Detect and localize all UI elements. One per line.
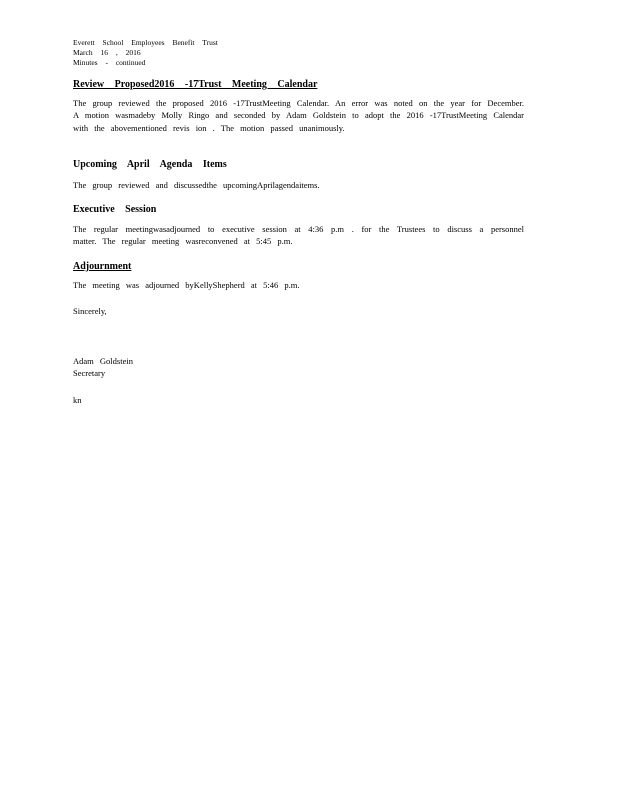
minutes-subtitle: Minutes - continued: [73, 58, 146, 67]
section-body-executive: The regular meetingwasadjourned to executive session at 4:36 p.m . for the Trustees to discuss a personnel matter. The regular meeting wasreconvened at 5:45 p.m.: [73, 224, 524, 247]
section-body-adjournment: The meeting was adjourned byKellyShepherd at 5:46 p.m.: [73, 280, 300, 290]
org-name: Everett School Employees Benefit Trust: [73, 38, 218, 47]
section-heading-executive: Executive Session: [73, 204, 157, 215]
section-body-calendar: The group reviewed the proposed 2016 -17TrustMeeting Calendar. An error was noted on the year for December. A motion wasmadeby Molly Ringo and seconded by Adam Goldstein to adopt the 2016 -17TrustMeeting Calendar with the abovementioned revis ion . The motion passed unanimously.: [73, 98, 524, 133]
section-heading-agenda: Upcoming April Agenda Items: [73, 159, 227, 170]
typist-initials: kn: [73, 395, 82, 405]
signatory-title: Secretary: [73, 368, 106, 378]
closing: Sincerely,: [73, 306, 107, 316]
section-body-agenda: The group reviewed and discussedthe upcomingAprilagendaitems.: [73, 180, 320, 190]
section-heading-calendar: Review Proposed2016 -17Trust Meeting Calendar: [73, 79, 318, 90]
section-heading-adjournment: Adjournment: [73, 261, 132, 272]
meeting-date: March 16 , 2016: [73, 48, 141, 57]
signatory-name: Adam Goldstein: [73, 356, 133, 366]
